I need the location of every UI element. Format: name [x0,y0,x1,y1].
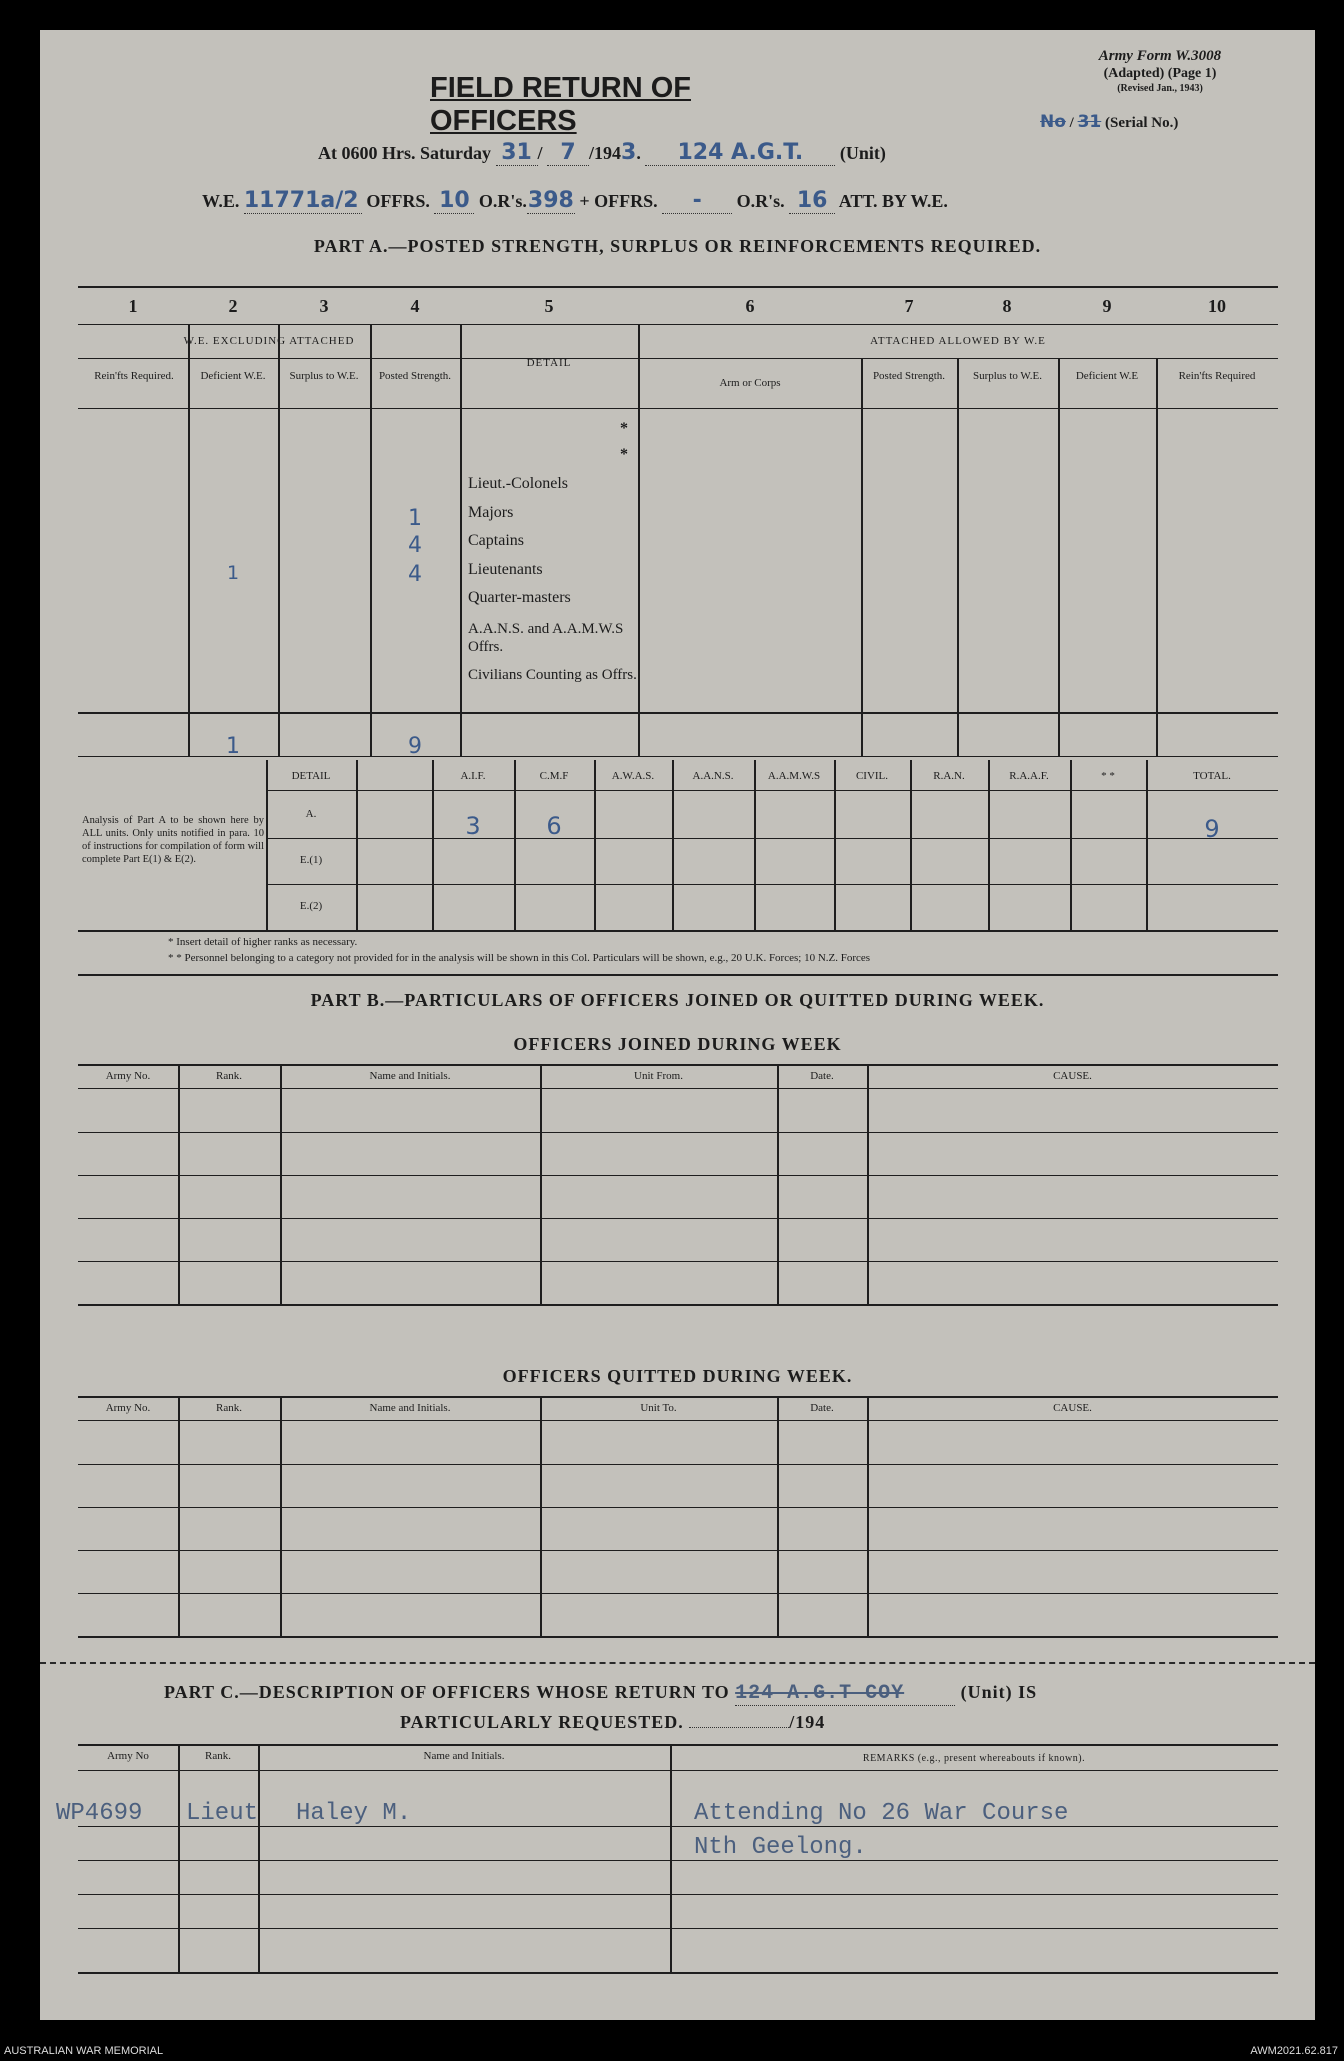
detail-header: DETAIL [526,357,572,369]
part-c-date-tail: /194 [789,1712,826,1732]
part-a-title: PART A.—POSTED STRENGTH, SURPLUS OR REINFORCEMENTS REQUIRED. [313,236,1042,256]
analysis-header-civil: CIVIL. [855,770,889,782]
col-line [670,1744,672,1972]
part-c-requested: PARTICULARLY REQUESTED. [400,1712,684,1732]
rule [78,1261,1278,1262]
col-number: 5 [544,296,554,316]
footnote-2: * * Personnel belonging to a category not provided for in the analysis will be shown in this Col. Particulars will be shown, e.g., 20 U.K. Forces; 10 N.Z. Forces [168,952,871,964]
rank-lieutenants: Lieutenants [468,561,543,578]
rule [78,1972,1278,1974]
col-line [280,1396,282,1636]
col-line [540,1396,542,1636]
joined-header-cause: CAUSE. [1053,1070,1092,1082]
col-line [258,1744,260,1972]
quitted-header-unit-to: Unit To. [640,1402,677,1414]
col-number: 1 [128,296,138,316]
col-line [777,1396,779,1636]
analysis-header-awas: A.W.A.S. [611,770,655,782]
col-line [594,760,596,930]
col-number: 3 [319,296,329,316]
col-line [540,1064,542,1304]
rank-civilians: Civilians Counting as Offrs. [468,667,637,683]
partc-remarks-2: Nth Geelong. [694,1834,867,1861]
col-number: 9 [1102,296,1112,316]
col-line [356,760,358,930]
col-line [834,760,836,930]
col-line [777,1064,779,1304]
rank-majors: Majors [468,504,514,521]
col-line [178,1396,180,1636]
analysis-header-ran: R.A.N. [933,770,965,782]
ors-label: O.R's. [478,191,527,211]
col-line [1058,358,1060,756]
col-line [1146,760,1148,930]
posted-captains: 4 [408,533,422,558]
analysis-a-cmf: 6 [546,812,562,840]
analysis-row-a: A. [305,808,317,820]
year-digit: 3 [621,140,637,165]
posted-majors: 1 [408,506,422,531]
col-number: 7 [904,296,914,316]
unit-label: (Unit) [839,143,886,163]
col-line [867,1064,869,1304]
rule [78,1464,1278,1465]
col-line [188,324,190,756]
rule [78,286,1278,288]
quitted-header-rank: Rank. [216,1402,242,1414]
partc-header-rank: Rank. [205,1750,231,1762]
partc-remarks-1: Attending No 26 War Course [694,1800,1069,1827]
we-value: 11771a/2 [244,188,362,214]
col-number: 2 [228,296,238,316]
form-id: Army Form W.3008 [1098,48,1222,64]
form-adapted: (Adapted) (Page 1) [1103,66,1217,81]
partc-name: Haley M. [296,1800,412,1827]
col-line [1156,358,1158,756]
rule [78,1550,1278,1551]
rule [266,790,1278,791]
total-deficient: 1 [226,734,240,759]
rule [78,1304,1278,1306]
we-line [202,188,948,214]
rule [78,1593,1278,1594]
rule [78,324,1278,325]
form-title: FIELD RETURN OF OFFICERS [430,72,691,137]
analysis-a-total: 9 [1204,815,1220,843]
col-line [370,324,372,756]
col-number: 8 [1002,296,1012,316]
rule [78,1636,1278,1638]
rank-captains: Captains [468,532,524,549]
ors2-label: O.R's. [736,191,785,211]
rule [78,1396,1278,1398]
header-deficient-att: Deficient W.E [1075,370,1139,382]
footnote-1: * Insert detail of higher ranks as necessary. [168,936,358,948]
partc-rank: Lieut [186,1800,259,1827]
archive-footer [0,2041,1344,2061]
col-line [910,760,912,930]
analysis-header-cmf: C.M.F [539,770,569,782]
analysis-row-e1: E.(1) [299,854,323,866]
rank-lt-colonels: Lieut.-Colonels [468,475,568,492]
header-reinfts: Rein'fts Required. [94,370,174,382]
part-c-line2 [400,1712,825,1733]
group-right-header: ATTACHED ALLOWED BY W.E [870,335,1046,347]
ors-value: 398 [527,188,574,213]
joined-header-rank: Rank. [216,1070,242,1082]
part-c-title-pre: PART C.—DESCRIPTION OF OFFICERS WHOSE RETURN TO [164,1682,730,1702]
part-c-date-blank [689,1727,789,1728]
quitted-header-cause: CAUSE. [1053,1402,1092,1414]
col-number: 10 [1208,296,1226,316]
analysis-header-total: TOTAL. [1193,770,1231,782]
partc-header-army-no: Army No [107,1750,149,1762]
col-line [957,358,959,756]
deficient-lieutenants: 1 [226,562,240,584]
quitted-header-date: Date. [810,1402,834,1414]
analysis-header-other: * * [1101,770,1115,782]
col-line [754,760,756,930]
footer-left: AUSTRALIAN WAR MEMORIAL [4,2045,164,2057]
rule [78,408,1278,409]
ors2-value: 16 [789,188,835,214]
joined-title: OFFICERS JOINED DURING WEEK [513,1034,842,1054]
analysis-row-e2: E.(2) [299,900,323,912]
group-left-header: W.E. EXCLUDING ATTACHED [183,335,355,347]
rule [78,1175,1278,1176]
analysis-header-aamws: A.A.M.W.S [767,770,821,782]
analysis-header-aans: A.A.N.S. [692,770,734,782]
rule [78,1088,1278,1089]
offrs-label: OFFRS. [366,191,430,211]
perforation-line [40,1662,1315,1664]
rule [266,884,1278,885]
plus-offrs-value: - [662,188,732,214]
col-line [514,760,516,930]
form-revised: (Revised Jan., 1943) [1117,83,1203,94]
offrs-value: 10 [434,188,474,214]
quitted-title: OFFICERS QUITTED DURING WEEK. [502,1366,853,1386]
col-line [178,1064,180,1304]
att-label: ATT. BY W.E. [838,191,948,211]
quitted-header-name: Name and Initials. [369,1402,451,1414]
col-line [432,760,434,930]
day-value: 31 [496,140,538,166]
rank-aans: A.A.N.S. and A.A.M.W.S Offrs. [468,621,624,655]
col-line [278,324,280,756]
rule [78,974,1278,976]
partc-header-name: Name and Initials. [423,1750,505,1762]
unit-value: 124 A.G.T. [645,140,835,166]
joined-header-army-no: Army No. [105,1070,151,1082]
at-label: At 0600 Hrs. Saturday [318,143,492,163]
col-line [460,324,462,756]
header-arm-corps: Arm or Corps [719,377,781,389]
part-b-title: PART B.—PARTICULARS OF OFFICERS JOINED OR QUITTED DURING WEEK. [310,990,1045,1010]
rule [78,930,1278,932]
col-line [178,1744,180,1972]
serial-prefix: No [1040,112,1066,132]
posted-lieutenants: 4 [408,562,422,587]
header-reinfts-att: Rein'fts Required [1178,370,1256,382]
col-line [861,358,863,756]
form-paper [40,30,1315,2020]
analysis-note: Analysis of Part A to be shown here by ALL units. Only units notified in para. 10 of instructions for compilation of form will complete Part E(1) & E(2). [82,815,264,865]
col-line [988,760,990,930]
rule [266,838,1278,839]
footer-right: AWM2021.62.817 [1250,2045,1338,2057]
analysis-a-aif: 3 [465,812,481,840]
date-unit-line: At 0600 Hrs. Saturday 31 / 7 /1943. 124 A.G.T. (Unit) [318,140,886,165]
col-number: 6 [745,296,755,316]
analysis-header-raaf: R.A.A.F. [1009,770,1049,782]
rule [78,1132,1278,1133]
rule [78,1218,1278,1219]
star: * [620,420,628,437]
we-label: W.E. [202,191,240,211]
joined-header-name: Name and Initials. [369,1070,451,1082]
rule [78,1420,1278,1421]
header-posted-att: Posted Strength. [872,370,946,382]
joined-header-date: Date. [810,1070,834,1082]
col-line [672,760,674,930]
serial-suffix: (Serial No.) [1105,115,1179,131]
rule [78,1064,1278,1066]
rank-quartermasters: Quarter-masters [468,589,571,606]
analysis-header-aif: A.I.F. [460,770,486,782]
rule [78,1507,1278,1508]
star: * [620,446,628,463]
part-c-unit: 124 A.G.T COY [735,1682,955,1706]
partc-army-no: WP4699 [56,1800,143,1827]
rule [78,712,1278,714]
header-posted: Posted Strength. [378,370,452,382]
month-value: 7 [547,140,589,166]
quitted-header-army-no: Army No. [105,1402,151,1414]
analysis-header-detail: DETAIL [291,770,331,782]
serial-value: 31 [1077,112,1102,132]
joined-header-unit-from: Unit From. [634,1070,683,1082]
partc-header-remarks: REMARKS (e.g., present whereabouts if known). [862,1753,1086,1764]
total-posted: 9 [408,734,422,759]
part-c-title [164,1682,1037,1706]
rule [78,358,1278,359]
col-line [280,1064,282,1304]
header-surplus-att: Surplus to W.E. [972,370,1043,382]
serial-number: No / 31 (Serial No.) [1040,112,1179,132]
year-prefix: 194 [594,143,622,163]
plus-offrs-label: + OFFRS. [579,191,658,211]
header-surplus: Surplus to W.E. [289,370,359,382]
col-line [867,1396,869,1636]
part-c-title-post: (Unit) IS [960,1682,1038,1702]
col-number: 4 [410,296,420,316]
col-line [1070,760,1072,930]
header-deficient: Deficient W.E. [200,370,266,382]
